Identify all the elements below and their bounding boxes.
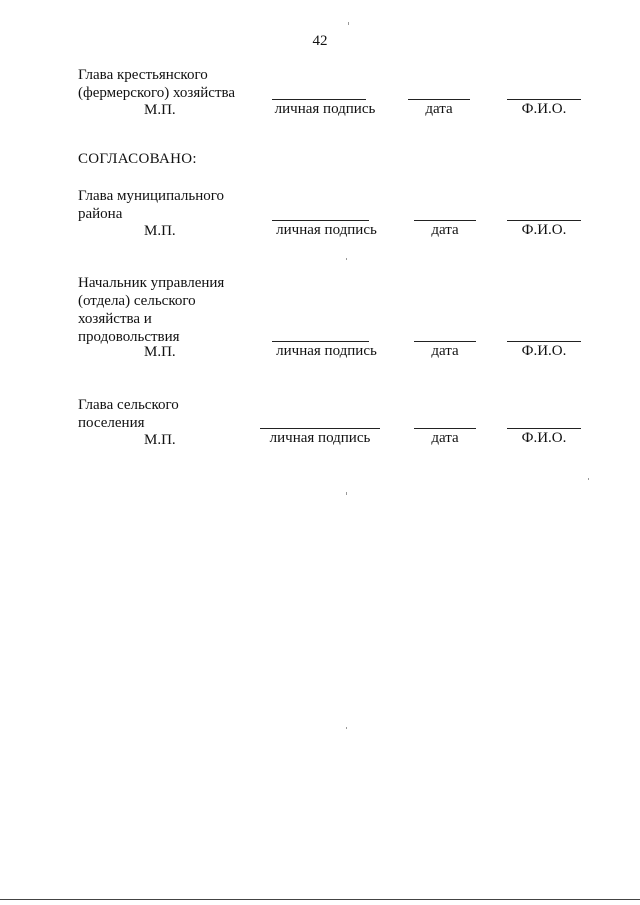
signature-line [272, 220, 377, 239]
role-title-line: Глава сельского [78, 397, 179, 413]
name-line [507, 428, 581, 447]
farm-head-title [78, 66, 235, 102]
signature-label: личная подпись [276, 222, 377, 238]
page-number: 42 [312, 33, 328, 49]
name-label: Ф.И.О. [521, 343, 567, 359]
date-label: дата [431, 343, 459, 359]
signature-line [260, 428, 380, 447]
scan-speck [346, 258, 347, 260]
scan-speck [346, 727, 347, 729]
page-bottom-edge [0, 899, 640, 900]
role-title-line: Глава крестьянского [78, 67, 208, 83]
date-line [414, 428, 476, 447]
date-line [408, 99, 470, 118]
district-head-signature-row [0, 220, 640, 242]
agri-chief-title [78, 274, 224, 346]
role-title-line: Начальник управления [78, 275, 225, 291]
name-label: Ф.И.О. [521, 101, 567, 117]
stamp-place-label: М.П. [144, 432, 176, 448]
settlement-head-title [78, 396, 179, 432]
scan-speck [346, 492, 347, 495]
date-line [414, 341, 476, 360]
scan-speck [588, 478, 589, 480]
name-line [507, 99, 581, 118]
signature-line [272, 341, 377, 360]
role-title-line: поселения [78, 415, 145, 431]
farm-head-signature-row [0, 99, 640, 121]
name-line [507, 341, 581, 360]
signature-label: личная подпись [276, 343, 377, 359]
stamp-place-label: М.П. [144, 344, 176, 360]
role-title-line: Глава муниципального [78, 188, 225, 204]
role-title-line: хозяйства и [78, 311, 152, 327]
signature-label: личная подпись [274, 101, 376, 117]
signature-line [272, 99, 376, 118]
stamp-place-label: М.П. [144, 102, 176, 118]
role-title-line: продовольствия [78, 329, 180, 345]
name-line [507, 220, 581, 239]
role-title-line: (фермерского) хозяйства [78, 85, 236, 101]
settlement-head-signature-row [0, 428, 640, 450]
date-label: дата [431, 430, 459, 446]
date-line [414, 220, 476, 239]
scan-speck [348, 22, 349, 25]
agreed-heading: СОГЛАСОВАНО: [78, 151, 197, 167]
role-title-line: (отдела) сельского [78, 293, 196, 309]
date-label: дата [425, 101, 453, 117]
signature-label: личная подпись [269, 430, 371, 446]
name-label: Ф.И.О. [521, 430, 567, 446]
name-label: Ф.И.О. [521, 222, 567, 238]
stamp-place-label: М.П. [144, 223, 176, 239]
agri-chief-signature-row [0, 341, 640, 363]
date-label: дата [431, 222, 459, 238]
role-title-line: района [78, 206, 123, 222]
district-head-title [78, 187, 224, 223]
